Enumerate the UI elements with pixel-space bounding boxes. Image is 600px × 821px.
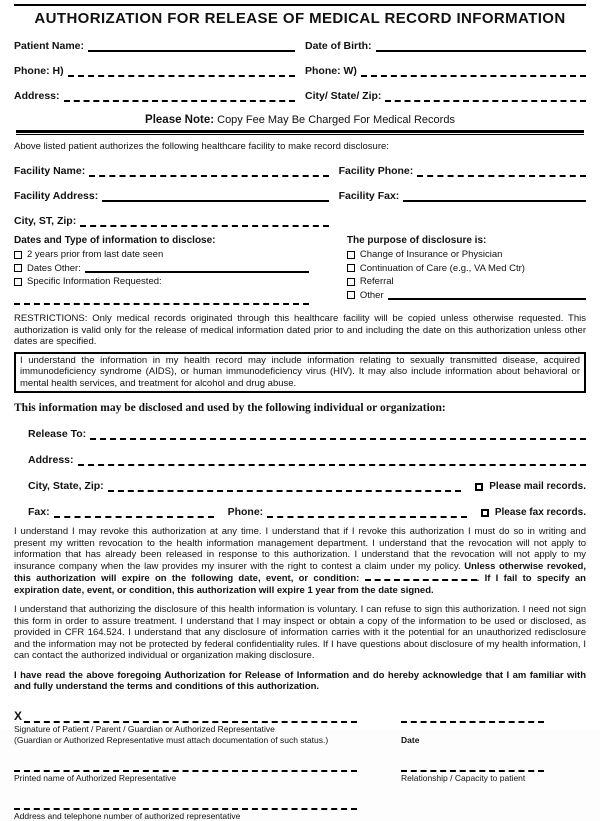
facility-city-field[interactable] xyxy=(80,216,328,227)
acknowledgment-paragraph: I have read the above foregoing Authorization for Release of Information and do hereby acknowledge that I am familiar with and fully understand the terms and conditions of this authorization. xyxy=(14,669,586,692)
signature-x-label: X xyxy=(14,708,23,723)
purpose-option-1 xyxy=(347,249,586,260)
printed-name-field[interactable] xyxy=(14,762,357,772)
expiration-condition-field[interactable] xyxy=(365,572,477,581)
phone-work-field[interactable] xyxy=(361,66,586,77)
checkbox-icon[interactable] xyxy=(347,264,355,272)
fax-records-label: Please fax records. xyxy=(494,507,586,518)
disclose-heading: Dates and Type of information to disclose: xyxy=(14,235,216,246)
date-caption: Date xyxy=(401,734,420,745)
facility-address-field[interactable] xyxy=(102,191,328,202)
disclose-option-label: Specific Information Requested: xyxy=(27,276,162,287)
purpose-option-label: Change of Insurance or Physician xyxy=(359,249,503,260)
disclose-option-2 xyxy=(14,263,309,274)
facility-row-2 xyxy=(14,190,586,202)
disclose-option-label: 2 years prior from last date seen xyxy=(27,249,164,260)
recipient-phone-field[interactable] xyxy=(267,507,467,518)
checkbox-icon[interactable] xyxy=(481,509,489,517)
expiration-period: . xyxy=(476,573,480,584)
rep-address-caption-row xyxy=(14,810,586,821)
mail-records-option xyxy=(475,481,586,492)
signature-caption: Signature of Patient / Parent / Guardian or Authorized Representative xyxy=(14,723,275,734)
purpose-other-field[interactable] xyxy=(388,291,586,300)
phone-home-label: Phone: H) xyxy=(14,65,64,77)
recipient-phone-label: Phone: xyxy=(227,506,264,518)
facility-name-label: Facility Name: xyxy=(14,165,86,177)
date-of-birth-field[interactable] xyxy=(376,41,587,52)
expiration-default-text: If I fail to specify an expiration date, event, or condition, this authorization will expire 1 year from the date signed. xyxy=(14,573,586,596)
purpose-option-4 xyxy=(347,290,586,301)
note-text: Copy Fee May Be Charged For Medical Records xyxy=(217,114,455,126)
recipient-city-row xyxy=(28,480,586,492)
facility-city-label: City, ST, Zip: xyxy=(14,215,77,227)
signature-caption-2: (Guardian or Authorized Representative must attach documentation of such status.) xyxy=(14,734,329,745)
patient-city-state-zip-label: City/ State/ Zip: xyxy=(305,90,382,102)
facility-address-label: Facility Address: xyxy=(14,190,99,202)
disclose-option-3 xyxy=(14,276,309,287)
purpose-option-label: Other xyxy=(359,289,384,301)
disclose-column xyxy=(14,235,323,305)
top-divider xyxy=(14,4,586,6)
relationship-field[interactable] xyxy=(401,762,544,772)
copy-fee-note xyxy=(14,114,586,126)
recipient-fax-label: Fax: xyxy=(28,506,50,518)
purpose-column xyxy=(323,235,586,305)
note-label: Please Note: xyxy=(145,114,215,126)
facility-row-3 xyxy=(14,215,586,227)
recipient-address-row xyxy=(28,454,586,466)
section-divider xyxy=(16,130,584,135)
signature-block xyxy=(14,709,586,821)
facility-phone-field[interactable] xyxy=(417,166,586,177)
recipient-heading: This information may be disclosed and used by the following individual or organization: xyxy=(14,402,446,414)
recipient-fax-field[interactable] xyxy=(54,507,214,518)
dates-other-field[interactable] xyxy=(85,264,309,273)
release-to-field[interactable] xyxy=(90,429,586,440)
hiv-notice-box: I understand the information in my health record may include information relating to sexually transmitted disease, acquired immunodeficiency syndrome (AIDS), or human immunodeficiency virus (HIV). It may also include information about behavioral or mental health services, and treatment for alcohol and drug abuse. xyxy=(14,352,586,394)
page-title: AUTHORIZATION FOR RELEASE OF MEDICAL RECORD INFORMATION xyxy=(34,10,566,27)
signature-caption-row xyxy=(14,723,586,745)
checkbox-icon[interactable] xyxy=(347,251,355,259)
rep-address-caption: Address and telephone number of authorized representative xyxy=(14,810,241,821)
facility-fax-field[interactable] xyxy=(403,191,586,202)
relationship-caption: Relationship / Capacity to patient xyxy=(401,772,526,783)
purpose-option-label: Continuation of Care (e.g., VA Med Ctr) xyxy=(359,262,525,274)
patient-address-label: Address: xyxy=(14,90,60,102)
voluntary-paragraph: I understand that authorizing the disclosure of this health information is voluntary. I can refuse to sign this authorization. I need not sign this form in order to assure treatment. I understand that I may inspect or obtain a copy of the information to be used or disclosed, as provided in CFR 164.524. I understand that any disclosure of information carries with it the potential for an unauthorized redisclosure and the information may not be protected by federal confidentiality rules. If I have questions about disclosure of my health information, I can contact the authorized individual or organization making disclosure. xyxy=(14,604,586,661)
disclose-option-label: Dates Other: xyxy=(27,262,81,274)
printed-name-caption-row xyxy=(14,772,586,783)
recipient-address-field[interactable] xyxy=(78,455,586,466)
checkbox-icon[interactable] xyxy=(14,278,22,286)
facility-row-1 xyxy=(14,165,586,177)
patient-row-3 xyxy=(14,90,586,102)
patient-address-field[interactable] xyxy=(64,91,295,102)
facility-phone-label: Facility Phone: xyxy=(338,165,414,177)
revocation-paragraph xyxy=(14,526,586,596)
recipient-fax-row xyxy=(28,506,586,518)
signature-field[interactable] xyxy=(24,713,357,723)
rep-address-field[interactable] xyxy=(14,800,357,810)
checkbox-icon[interactable] xyxy=(347,278,355,286)
revocation-text: I understand I may revoke this authorization at any time. I understand that if I revoke this authorization I must do so in writing and present my written revocation to the health information management department. I understand that the revocation will not apply to information that has already been released in response to this authorization. I understand that the revocation will not apply to my insurance company when the law provides my insurer with the right to contest a claim under my policy. xyxy=(14,526,586,572)
printed-name-caption: Printed name of Authorized Representative xyxy=(14,772,177,783)
patient-row-1 xyxy=(14,40,586,52)
printed-name-line-row xyxy=(14,762,586,772)
fax-records-option xyxy=(481,507,586,518)
recipient-city-label: City, State, Zip: xyxy=(28,480,104,492)
patient-city-state-zip-field[interactable] xyxy=(385,91,586,102)
release-to-row xyxy=(28,428,586,440)
patient-row-2 xyxy=(14,65,586,77)
patient-name-field[interactable] xyxy=(88,41,295,52)
recipient-address-label: Address: xyxy=(28,454,74,466)
mail-records-label: Please mail records. xyxy=(489,481,586,492)
patient-name-label: Patient Name: xyxy=(14,40,85,52)
options-columns xyxy=(14,235,586,305)
checkbox-icon[interactable] xyxy=(14,251,22,259)
checkbox-icon[interactable] xyxy=(475,483,483,491)
purpose-heading: The purpose of disclosure is: xyxy=(346,235,487,246)
release-to-label: Release To: xyxy=(28,428,87,440)
purpose-option-label: Referral xyxy=(359,276,394,287)
expiration-bold-text: Unless otherwise revoked, this authorization will expire on the following date, event, or condition: xyxy=(14,560,586,584)
checkbox-icon[interactable] xyxy=(14,264,22,272)
facility-name-field[interactable] xyxy=(89,166,328,177)
signature-line-row xyxy=(14,709,586,723)
purpose-option-3 xyxy=(347,276,586,287)
facility-fax-label: Facility Fax: xyxy=(338,190,400,202)
restrictions-paragraph: RESTRICTIONS: Only medical records originated through this healthcare facility will be copied unless otherwise requested. This authorization is valid only for the release of medical information dated prior to and including the date on this authorization unless other dates are specified. xyxy=(14,313,586,347)
date-field[interactable] xyxy=(401,713,544,723)
checkbox-icon[interactable] xyxy=(347,291,355,299)
date-of-birth-label: Date of Birth: xyxy=(305,40,372,52)
disclose-option-1 xyxy=(14,249,309,260)
phone-home-field[interactable] xyxy=(68,66,295,77)
purpose-option-2 xyxy=(347,263,586,274)
facility-intro: Above listed patient authorizes the following healthcare facility to make record disclosure: xyxy=(14,141,389,152)
specific-information-field[interactable] xyxy=(14,293,309,305)
rep-address-line-row xyxy=(14,800,586,810)
recipient-city-field[interactable] xyxy=(108,481,462,492)
phone-work-label: Phone: W) xyxy=(305,65,357,77)
